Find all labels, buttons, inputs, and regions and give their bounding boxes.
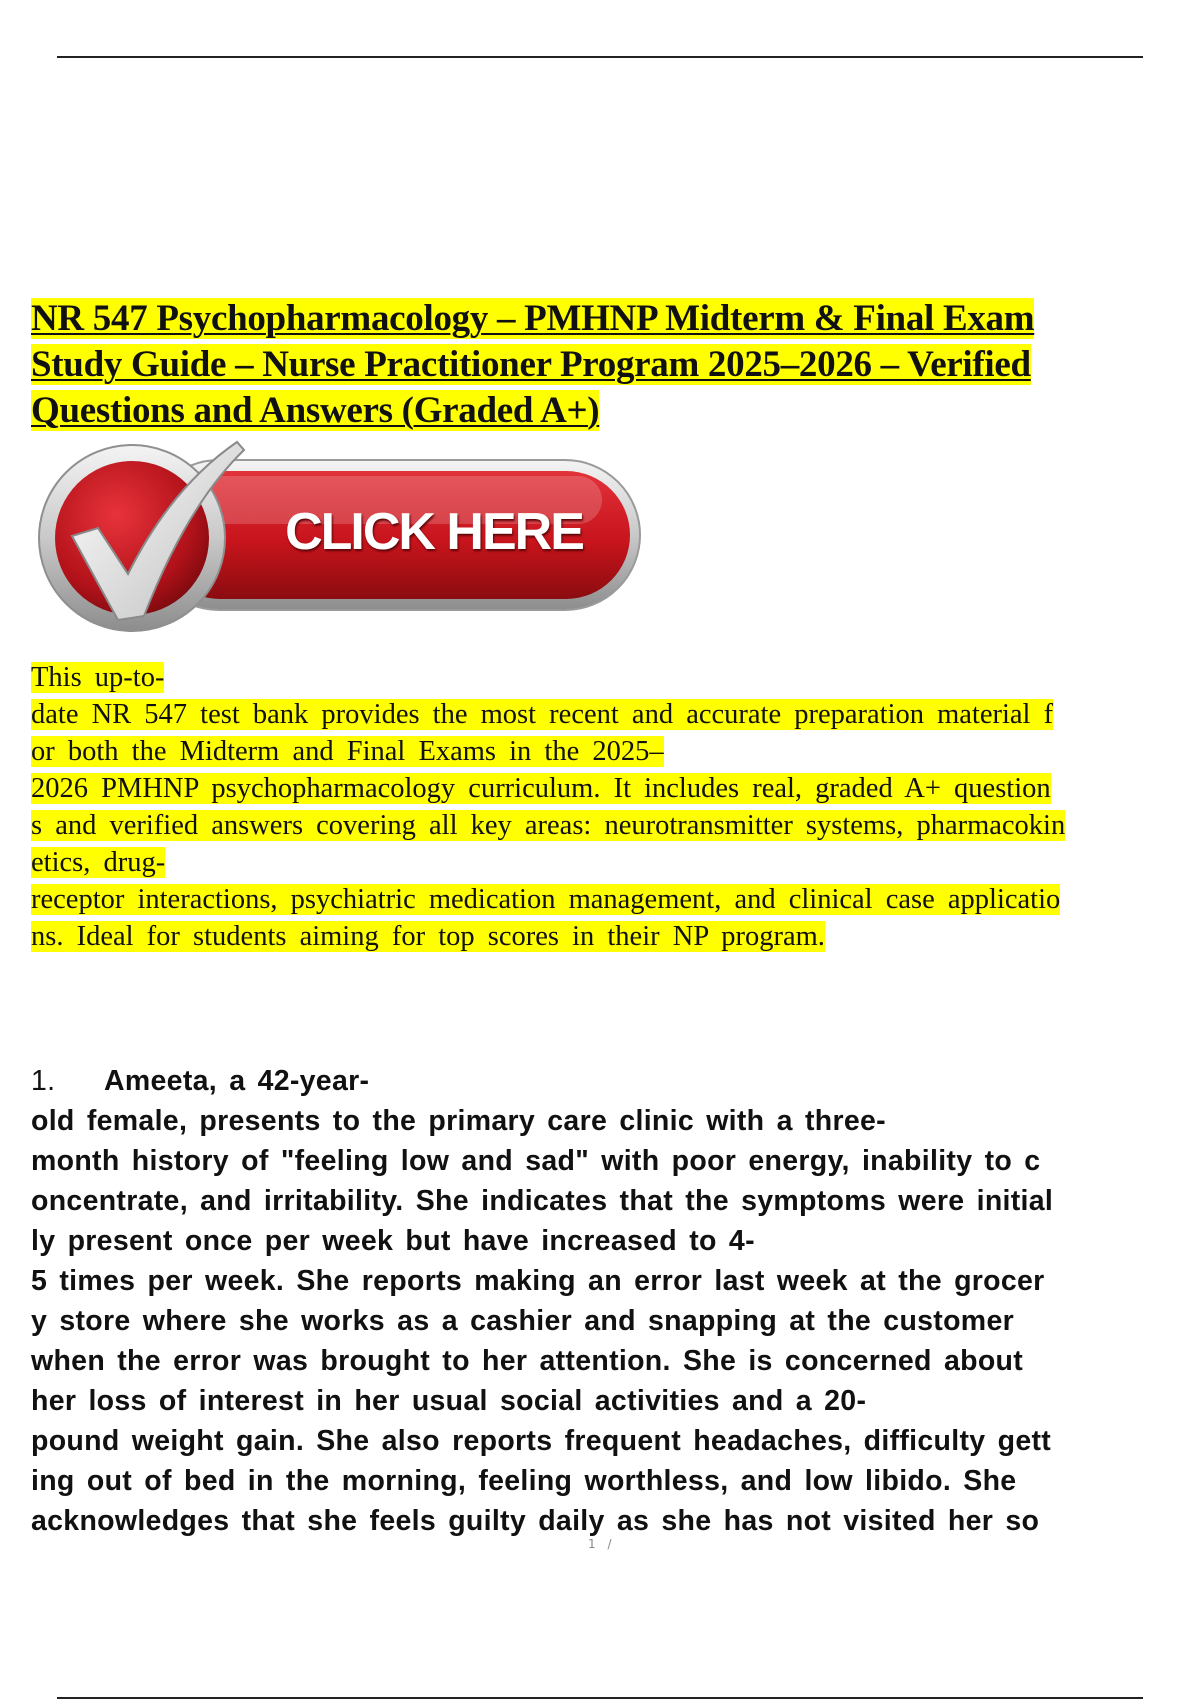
question-line: ly present once per week but have increased to 4- xyxy=(31,1225,755,1257)
page-number: 1 / xyxy=(588,1537,616,1551)
title-line: Questions and Answers (Graded A+) xyxy=(31,390,600,431)
intro-line: ns. Ideal for students aiming for top scores in their NP program. xyxy=(31,921,825,952)
question-line: y store where she works as a cashier and snapping at the customer xyxy=(31,1305,1014,1337)
intro-line: date NR 547 test bank provides the most recent and accurate preparation material f xyxy=(31,699,1054,730)
intro-line: or both the Midterm and Final Exams in the 2025– xyxy=(31,736,664,767)
intro-line: 2026 PMHNP psychopharmacology curriculum. It includes real, graded A+ question xyxy=(31,773,1051,804)
question-line: ing out of bed in the morning, feeling worthless, and low libido. She xyxy=(31,1465,1017,1497)
question-line: month history of "feeling low and sad" with poor energy, inability to c xyxy=(31,1145,1041,1177)
question-line: acknowledges that she feels guilty daily as she has not visited her so xyxy=(31,1505,1040,1537)
question-line: 5 times per week. She reports making an error last week at the grocer xyxy=(31,1265,1045,1297)
intro-paragraph xyxy=(31,659,1200,955)
intro-line: etics, drug- xyxy=(31,847,166,878)
question-line: oncentrate, and irritability. She indicates that the symptoms were initial xyxy=(31,1185,1054,1217)
bottom-rule xyxy=(57,1697,1143,1699)
question-line: old female, presents to the primary care clinic with a three- xyxy=(31,1105,886,1137)
document-title xyxy=(31,296,1181,434)
top-rule xyxy=(57,56,1143,58)
title-line: NR 547 Psychopharmacology – PMHNP Midterm & Final Exam xyxy=(31,298,1035,339)
intro-line: receptor interactions, psychiatric medication management, and clinical case applicatio xyxy=(31,884,1061,915)
intro-line: This up-to- xyxy=(31,662,165,693)
question-line: pound weight gain. She also reports frequent headaches, difficulty gett xyxy=(31,1425,1052,1457)
click-here-button[interactable] xyxy=(32,436,644,636)
title-line: Study Guide – Nurse Practitioner Program 2025–2026 – Verified xyxy=(31,344,1031,385)
intro-line: s and verified answers covering all key areas: neurotransmitter systems, pharmacokin xyxy=(31,810,1066,841)
question-number: 1. xyxy=(31,1065,56,1097)
question-line: her loss of interest in her usual social activities and a 20- xyxy=(31,1385,867,1417)
question-line: Ameeta, a 42-year- xyxy=(104,1065,370,1097)
click-here-label: CLICK HERE xyxy=(285,503,583,561)
question-line: when the error was brought to her attention. She is concerned about xyxy=(31,1345,1024,1377)
question-1 xyxy=(31,1061,1200,1541)
